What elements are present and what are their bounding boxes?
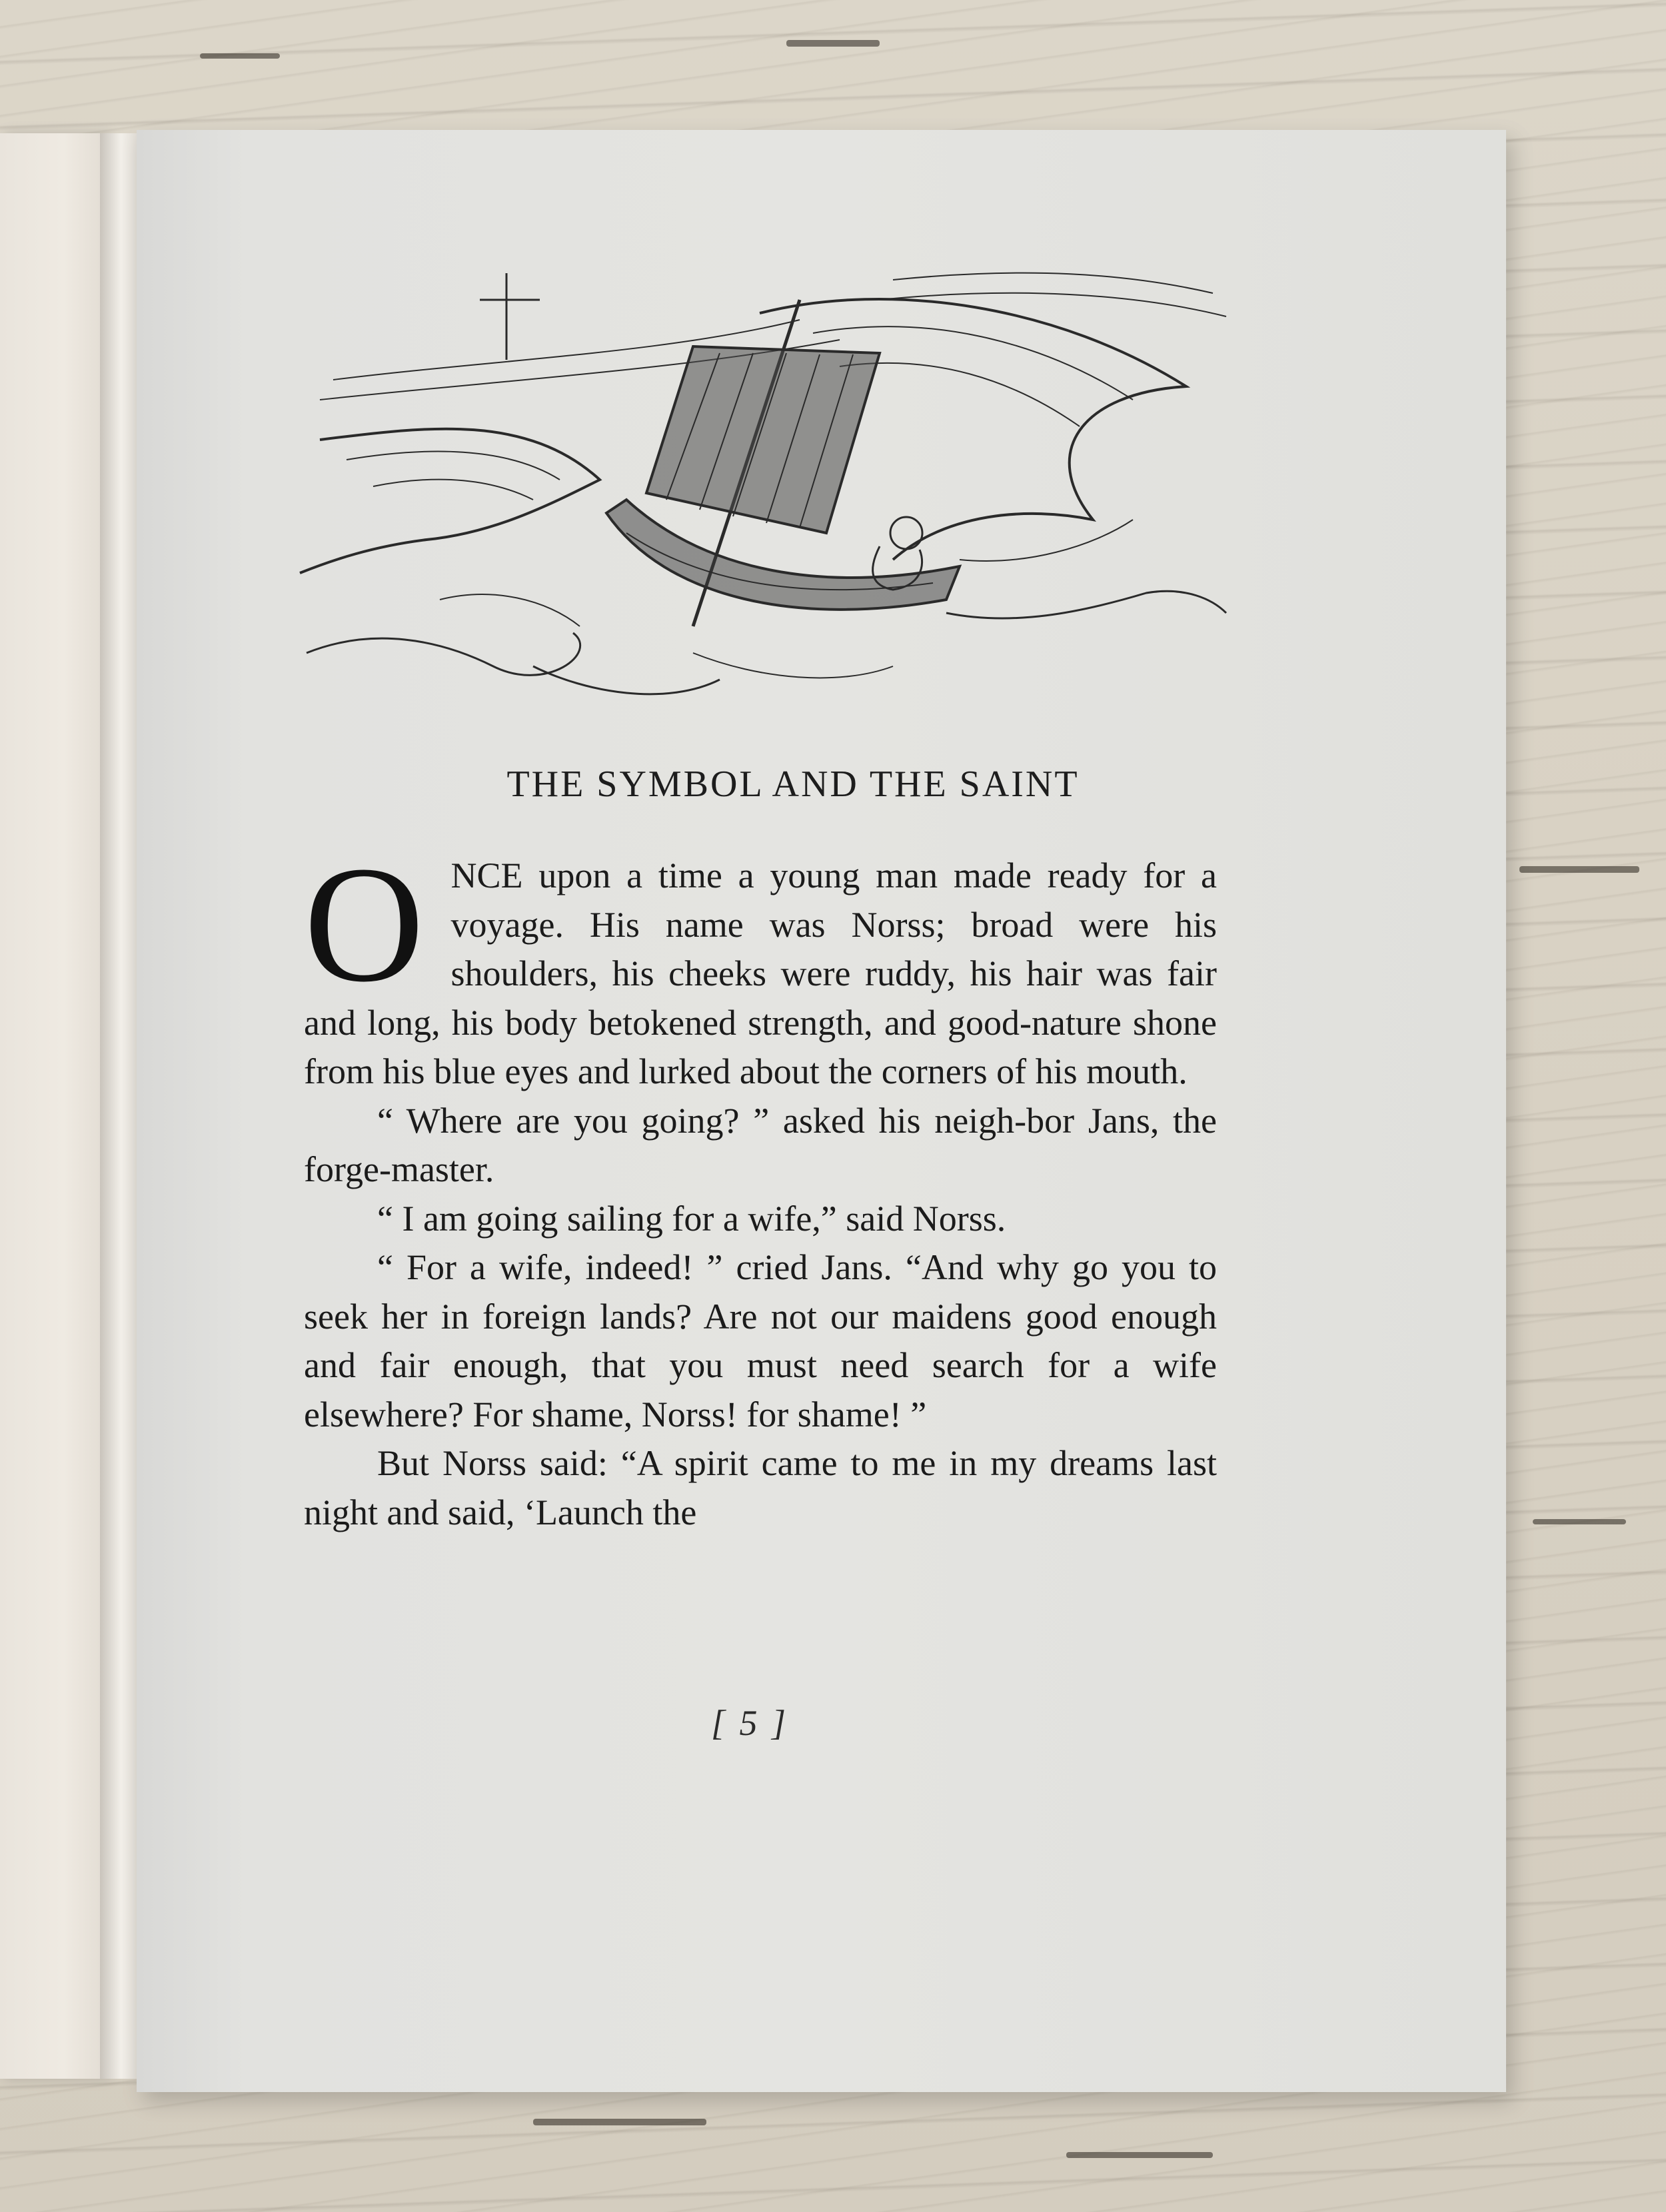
paragraph: But Norss said: “A spirit came to me in my dreams last night and said, ‘Launch the: [304, 1443, 1217, 1532]
paragraph: “ I am going sailing for a wife,” said Norss.: [377, 1198, 1006, 1239]
wood-grain-crack: [200, 53, 280, 59]
page-number: [ 5 ]: [710, 1703, 789, 1743]
body-text: [304, 832, 1217, 1537]
wood-grain-crack: [786, 40, 880, 47]
wood-grain-crack: [1519, 866, 1639, 873]
wood-grain-crack: [533, 2119, 706, 2125]
wood-grain-crack: [1533, 1519, 1626, 1524]
wood-grain-crack: [1066, 2152, 1213, 2158]
sailing-ship-in-storm-engraving: [293, 253, 1240, 720]
first-paragraph: [304, 832, 1217, 1097]
paragraph: “ For a wife, indeed! ” cried Jans. “And why go you to seek her in foreign lands? Are not our maidens good enough and fair enough, that you must need search for a wife elsewhere? For shame, Norss! for shame! ”: [304, 1247, 1217, 1434]
paragraph-text: NCE upon a time a young man made ready for a voyage. His name was Norss; broad were his shoulders, his cheeks were ruddy, his hair was fair and long, his body betokened strength, and good-nature shone from his blue eyes and lurked about the corners of his mouth.: [304, 855, 1217, 1091]
left-page-edge: [0, 133, 107, 2079]
chapter-title: THE SYMBOL AND THE SAINT: [506, 764, 1080, 805]
paragraph: “ Where are you going? ” asked his neigh-bor Jans, the forge-master.: [304, 1100, 1217, 1189]
drop-cap: O: [304, 832, 424, 1017]
